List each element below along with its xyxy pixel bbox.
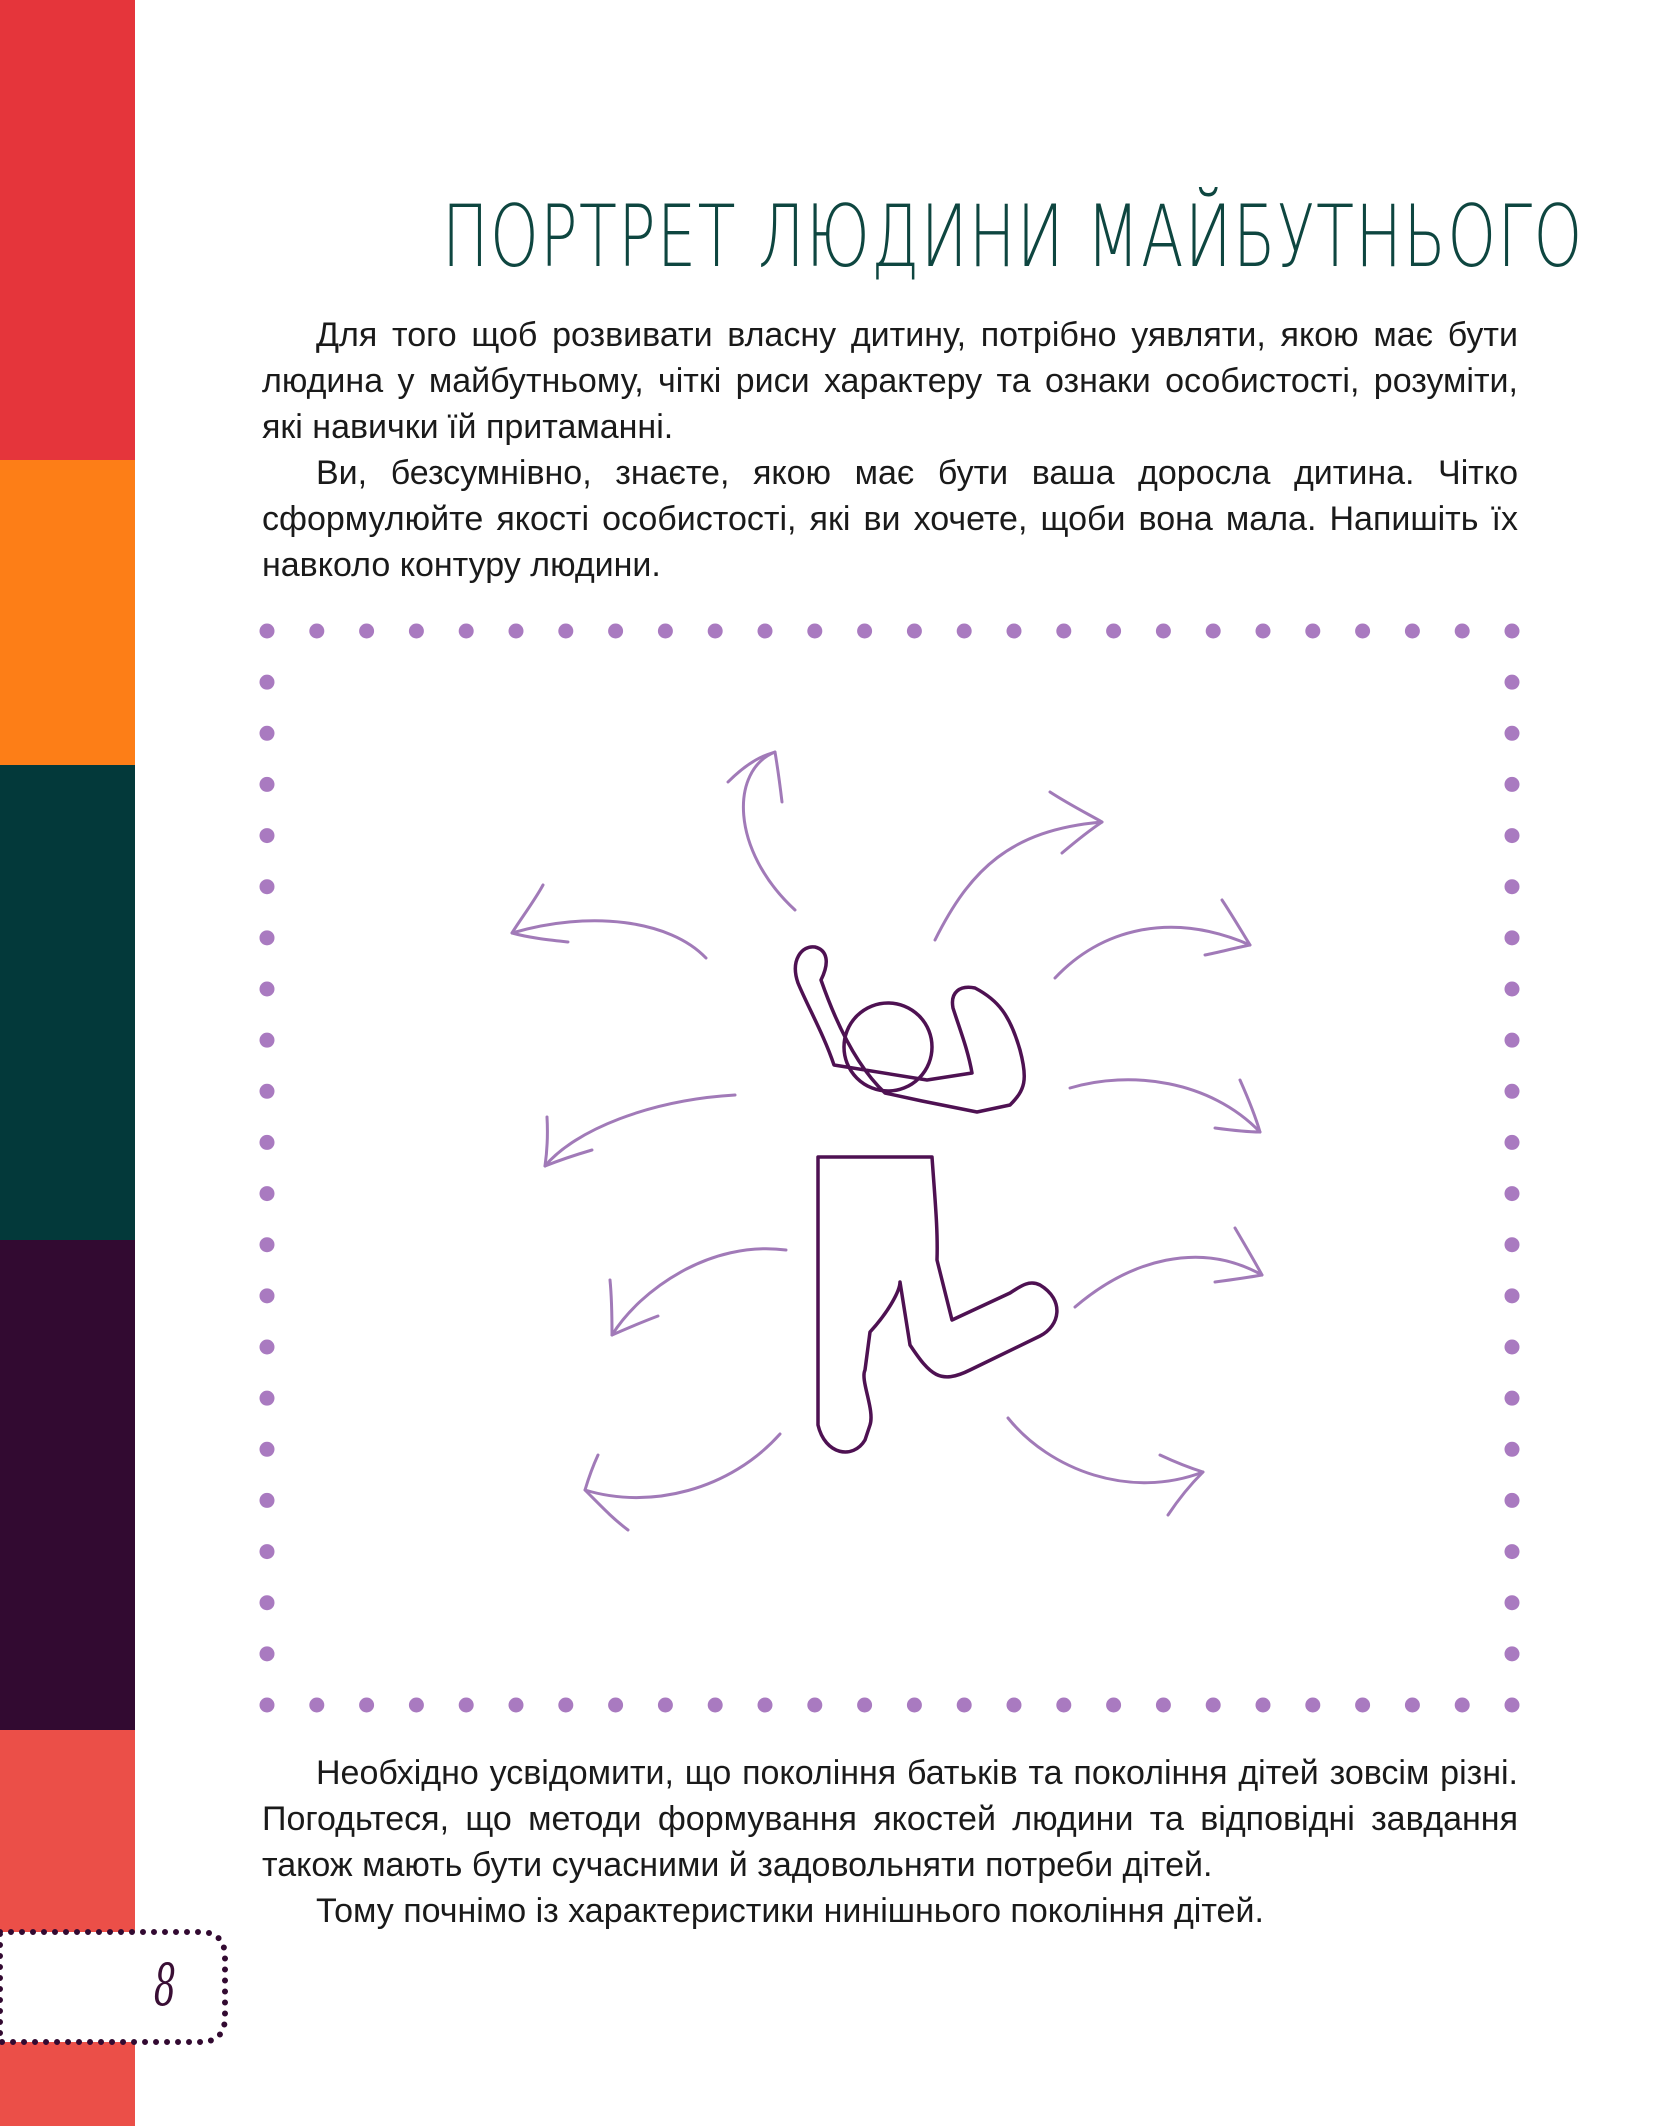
side-stripe-red bbox=[0, 0, 135, 460]
page-number: 8 bbox=[153, 1951, 177, 2019]
frame-dot bbox=[1156, 624, 1171, 639]
dotted-border bbox=[260, 624, 1520, 1713]
frame-dot bbox=[907, 1698, 922, 1713]
side-stripe-orange bbox=[0, 460, 135, 765]
frame-dot bbox=[260, 828, 275, 843]
frame-dot bbox=[260, 675, 275, 690]
frame-dot bbox=[1206, 624, 1221, 639]
frame-dot bbox=[260, 1288, 275, 1303]
frame-dot bbox=[1106, 1698, 1121, 1713]
frame-dot bbox=[1505, 1340, 1520, 1355]
frame-dot bbox=[1505, 1493, 1520, 1508]
frame-dot bbox=[1505, 1442, 1520, 1457]
frame-dot bbox=[260, 1340, 275, 1355]
figure-legs-icon bbox=[818, 1157, 1057, 1452]
frame-dot bbox=[260, 1698, 275, 1713]
frame-dot bbox=[708, 624, 723, 639]
frame-dot bbox=[658, 1698, 673, 1713]
frame-dot bbox=[1056, 1698, 1071, 1713]
stick-figure-icon bbox=[795, 947, 1057, 1452]
frame-dot bbox=[260, 1544, 275, 1559]
frame-dot bbox=[309, 1698, 324, 1713]
frame-dot bbox=[957, 1698, 972, 1713]
arrow-icon bbox=[1075, 1257, 1262, 1307]
frame-dot bbox=[1505, 1186, 1520, 1201]
frame-dot bbox=[608, 1698, 623, 1713]
frame-dot bbox=[1305, 624, 1320, 639]
frame-dot bbox=[1505, 1237, 1520, 1252]
frame-dot bbox=[409, 624, 424, 639]
frame-dot bbox=[260, 1391, 275, 1406]
figure-body-icon bbox=[795, 947, 1024, 1112]
frame-dot bbox=[1505, 1698, 1520, 1713]
frame-dot bbox=[1505, 1646, 1520, 1661]
arrow-icon bbox=[1070, 1080, 1260, 1132]
frame-dot bbox=[509, 1698, 524, 1713]
frame-dot bbox=[1355, 1698, 1370, 1713]
intro-paragraph: Для того щоб розвивати власну дитину, потрібно уявляти, якою має бути людина у майбутньому, чіткі риси характеру та ознаки особистості, розуміти, які навички їй притаманні. bbox=[262, 316, 1518, 446]
frame-dot bbox=[957, 624, 972, 639]
frame-dot bbox=[1056, 624, 1071, 639]
frame-dot bbox=[558, 1698, 573, 1713]
frame-dot bbox=[409, 1698, 424, 1713]
frame-dot bbox=[1405, 624, 1420, 639]
frame-dot bbox=[260, 1595, 275, 1610]
frame-dot bbox=[1505, 624, 1520, 639]
frame-dot bbox=[1106, 624, 1121, 639]
frame-dot bbox=[1505, 1135, 1520, 1150]
frame-dot bbox=[658, 624, 673, 639]
intro-paragraph: Ви, безсумнівно, знаєте, якою має бути ваша доросла дитина. Чітко сформулюйте якості особистості, які ви хочете, щоби вона мала. Напишіть їх навколо контуру людини. bbox=[262, 454, 1518, 584]
frame-dot bbox=[260, 879, 275, 894]
frame-dot bbox=[1505, 777, 1520, 792]
frame-dot bbox=[1455, 1698, 1470, 1713]
frame-dot bbox=[260, 1033, 275, 1048]
frame-dot bbox=[857, 624, 872, 639]
frame-dot bbox=[1405, 1698, 1420, 1713]
frame-dot bbox=[260, 1646, 275, 1661]
outro-paragraph: Необхідно усвідомити, що покоління батьків та покоління дітей зовсім різні. Погодьтеся, що методи формування якостей людини та відповідні завдання також мають бути сучасними й задовольняти потреби дітей. bbox=[262, 1754, 1518, 1884]
frame-dot bbox=[1505, 675, 1520, 690]
arrow-icon bbox=[1205, 900, 1250, 955]
frame-dot bbox=[1007, 624, 1022, 639]
frame-dot bbox=[1007, 1698, 1022, 1713]
frame-dot bbox=[1505, 828, 1520, 843]
frame-dot bbox=[807, 1698, 822, 1713]
outro-paragraph: Тому почнімо із характеристики нинішнього покоління дітей. bbox=[316, 1892, 1264, 1930]
frame-dot bbox=[1505, 1391, 1520, 1406]
frame-dot bbox=[1505, 726, 1520, 741]
frame-dot bbox=[309, 624, 324, 639]
frame-dot bbox=[1206, 1698, 1221, 1713]
frame-dot bbox=[260, 930, 275, 945]
frame-dot bbox=[708, 1698, 723, 1713]
outro-text bbox=[262, 1750, 1518, 1934]
page-title: ПОРТРЕТ ЛЮДИНИ МАЙБУТНЬОГО bbox=[441, 187, 1584, 287]
frame-dot bbox=[1505, 1288, 1520, 1303]
frame-dot bbox=[1455, 624, 1470, 639]
frame-dot bbox=[359, 624, 374, 639]
frame-dot bbox=[1505, 1084, 1520, 1099]
frame-dot bbox=[608, 624, 623, 639]
frame-dot bbox=[1505, 879, 1520, 894]
arrow-icon bbox=[1160, 1455, 1203, 1515]
frame-dot bbox=[758, 1698, 773, 1713]
frame-dot bbox=[1505, 1544, 1520, 1559]
exercise-frame bbox=[250, 610, 1530, 1720]
frame-dot bbox=[558, 624, 573, 639]
frame-dot bbox=[1505, 1033, 1520, 1048]
frame-dot bbox=[260, 1237, 275, 1252]
frame-dot bbox=[1505, 1595, 1520, 1610]
frame-dot bbox=[1355, 624, 1370, 639]
arrow-icon bbox=[728, 752, 782, 802]
arrow-icon bbox=[1008, 1418, 1203, 1483]
frame-dot bbox=[1505, 982, 1520, 997]
arrow-icon bbox=[512, 885, 568, 942]
frame-dot bbox=[260, 1493, 275, 1508]
side-stripe-plum bbox=[0, 1240, 135, 1730]
arrow-icon bbox=[612, 1249, 786, 1335]
frame-dot bbox=[459, 1698, 474, 1713]
frame-dot bbox=[459, 624, 474, 639]
arrow-icon bbox=[743, 752, 795, 910]
frame-dot bbox=[1256, 624, 1271, 639]
frame-dot bbox=[509, 624, 524, 639]
frame-dot bbox=[1156, 1698, 1171, 1713]
frame-dot bbox=[359, 1698, 374, 1713]
intro-text bbox=[262, 312, 1518, 588]
frame-dot bbox=[907, 624, 922, 639]
frame-dot bbox=[260, 1442, 275, 1457]
frame-dot bbox=[260, 982, 275, 997]
frame-dot bbox=[1256, 1698, 1271, 1713]
frame-dot bbox=[1305, 1698, 1320, 1713]
frame-dot bbox=[260, 726, 275, 741]
arrow-icon bbox=[585, 1434, 780, 1498]
page-number-tab bbox=[0, 1920, 240, 2050]
frame-dot bbox=[758, 624, 773, 639]
frame-dot bbox=[1505, 930, 1520, 945]
side-stripe-teal bbox=[0, 765, 135, 1240]
frame-dot bbox=[260, 1084, 275, 1099]
frame-dot bbox=[807, 624, 822, 639]
arrows-group bbox=[512, 752, 1262, 1530]
arrow-icon bbox=[1215, 1228, 1262, 1282]
frame-dot bbox=[857, 1698, 872, 1713]
frame-dot bbox=[260, 1135, 275, 1150]
frame-dot bbox=[260, 777, 275, 792]
frame-dot bbox=[260, 624, 275, 639]
frame-dot bbox=[260, 1186, 275, 1201]
